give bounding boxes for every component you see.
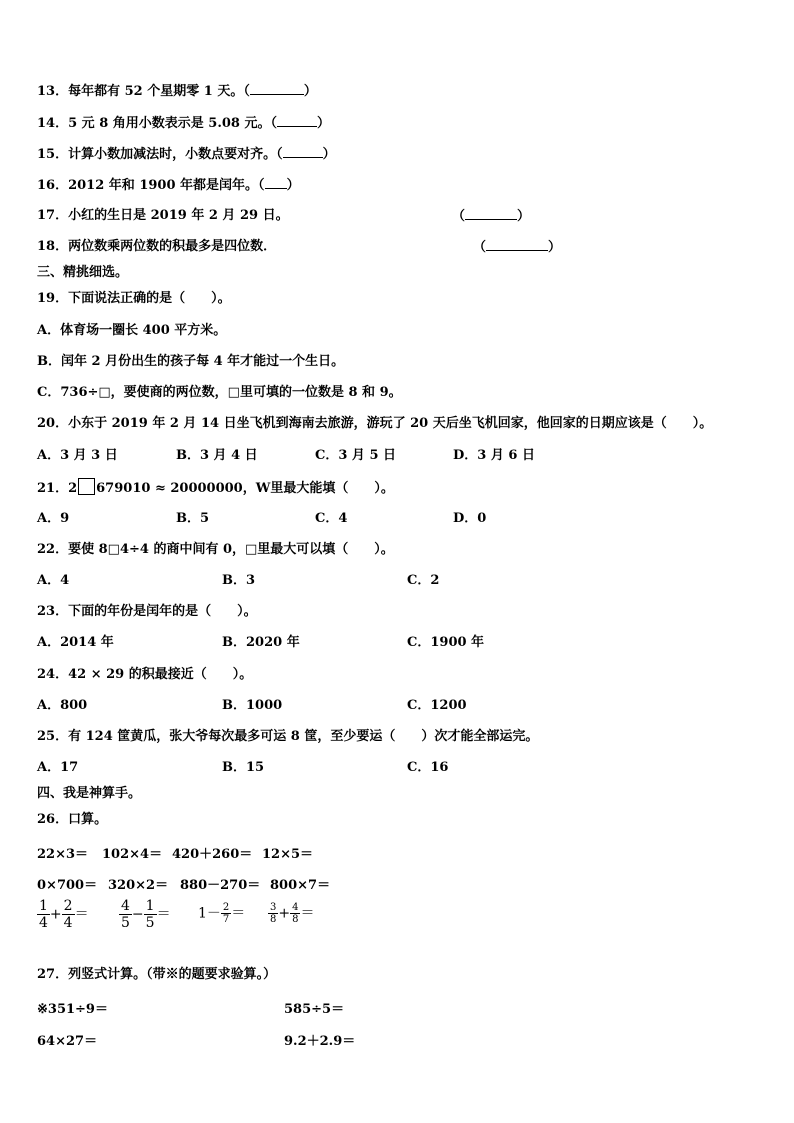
fraction [37,898,50,931]
fraction [62,898,75,931]
answer-paren-open: （ [276,147,283,162]
q23-option-a[interactable]: A．2014 年 [37,635,114,650]
question-number: 26． [37,812,69,827]
question-number: 19． [37,291,69,306]
question-text: 下面说法正确的是（ ）。 [68,291,231,306]
question-text: 口算。 [68,812,108,827]
question-number: 17． [37,208,69,223]
denominator: 5 [145,915,155,931]
numerator: 3 [270,902,277,913]
question-text: 679010 ≈ 20000000，W里最大能填（ ）。 [96,481,394,496]
question-number: 14． [37,116,69,131]
q20-option-a[interactable]: A．3 月 3 日 [37,448,118,463]
fraction [119,898,132,931]
question-14 [37,114,330,133]
mental-calc-item[interactable]: 22×3＝ [37,847,89,862]
q21-option-c[interactable]: C．4 [315,511,348,526]
denominator: 4 [39,915,48,931]
q19-option-b[interactable]: B．闰年 2 月份出生的孩子每 4 年才能过一个生日。 [37,354,345,369]
question-text: 小红的生日是 2019 年 2 月 29 日。 [68,208,289,223]
question-17 [37,207,289,225]
q22-option-a[interactable]: A．4 [37,573,70,588]
numerator: 4 [121,898,130,914]
question-number: 18． [37,239,69,254]
question-text: 每年都有 52 个星期零 1 天。 [68,84,244,99]
vertical-calc-item[interactable]: ※351÷9＝ [37,1002,108,1017]
fraction [268,902,278,925]
numerator: 1 [145,898,155,914]
numerator: 4 [292,902,299,913]
q20-option-b[interactable]: B．3 月 4 日 [176,448,258,463]
question-number: 23． [37,604,69,619]
mental-calc-item[interactable]: 102×4＝ [102,847,163,862]
question-text: 5 元 8 角用小数表示是 5.08 元。 [68,116,271,131]
equals: ＝ [156,906,171,923]
vertical-calc-item[interactable]: 64×27＝ [37,1034,98,1049]
question-number: 22． [37,542,69,557]
equals: ＝ [231,905,246,922]
question-16 [37,176,300,195]
question-number: 25． [37,729,69,744]
section-3-heading: 三、精挑细选。 [37,265,129,280]
q22-option-b[interactable]: B．3 [222,573,256,588]
answer-blank[interactable] [277,114,317,127]
question-number: 13． [37,84,69,99]
answer-paren-close: ） [317,116,331,131]
q24-option-b[interactable]: B．1000 [222,698,283,713]
answer-paren-close: ） [322,147,336,162]
question-text: 列竖式计算。（带※的题要求验算。） [68,967,277,982]
q22-option-c[interactable]: C．2 [407,573,440,588]
whole-number: 1－ [198,905,221,922]
answer-paren-close: ） [303,84,317,99]
section-4-heading: 四、我是神算手。 [37,786,142,801]
q23-option-b[interactable]: B．2020 年 [222,635,300,650]
denominator: 8 [292,914,299,925]
question-number: 24． [37,667,69,682]
q24-option-c[interactable]: C．1200 [407,698,467,713]
answer-paren-open: （ [243,84,250,99]
operator: − [131,906,144,923]
denominator: 5 [121,915,130,931]
question-text: 计算小数加减法时，小数点要对齐。 [68,147,277,162]
q25-option-c[interactable]: C．16 [407,760,449,775]
answer-paren-close: ） [548,240,562,255]
denominator: 4 [63,915,73,931]
numerator: 2 [222,902,230,913]
mental-calc-item[interactable]: 320×2＝ [108,878,169,893]
question-17-answer [452,207,530,226]
digit-box[interactable] [78,478,95,495]
fraction-calc-1[interactable] [37,898,89,931]
denominator: 7 [222,914,230,925]
numerator: 2 [63,898,73,914]
question-number: 21． [37,481,69,496]
question-number: 15． [37,147,69,162]
operator: + [278,905,291,922]
answer-paren-close: ） [286,178,300,193]
question-19 [37,290,231,308]
answer-blank[interactable] [465,207,517,220]
fraction [221,902,231,925]
mental-calc-item[interactable]: 420＋260＝ [172,847,253,862]
equals: ＝ [300,905,315,922]
question-text: 42 × 29 的积最接近（ ）。 [68,667,253,682]
q20-option-d[interactable]: D．3 月 6 日 [453,448,535,463]
fraction [290,902,300,925]
answer-paren-open: （ [270,116,277,131]
answer-blank[interactable] [486,238,548,251]
vertical-calc-item[interactable]: 9.2＋2.9＝ [284,1034,356,1049]
answer-blank[interactable] [265,176,287,189]
question-number: 27． [37,967,69,982]
q25-option-a[interactable]: A．17 [37,760,79,775]
answer-paren-open: （ [452,209,466,224]
question-18 [37,238,276,256]
question-text: 要使 8□4÷4 的商中间有 0，□里最大可以填（ ）。 [68,542,394,557]
numerator: 1 [39,898,48,914]
fraction [144,898,157,931]
question-27 [37,966,276,984]
question-text: 有 124 筐黄瓜，张大爷每次最多可运 8 筐，至少要运（ ）次才能全部运完。 [68,729,539,744]
mental-calc-item[interactable]: 12×5＝ [262,847,314,862]
question-18-answer [473,238,561,257]
q24-option-a[interactable]: A．800 [37,698,88,713]
denominator: 8 [270,914,277,925]
question-text: 两位数乘两位数的积最多是四位数． [68,239,277,254]
question-15 [37,145,336,164]
question-26 [37,811,107,829]
question-21 [37,478,394,498]
q23-option-c[interactable]: C．1900 年 [407,635,485,650]
fraction-calc-2[interactable] [119,898,171,931]
answer-paren-open: （ [258,178,265,193]
answer-blank[interactable] [250,82,304,95]
question-text: 2012 年和 1900 年都是闰年。 [68,178,259,193]
question-number: 20． [37,416,69,431]
q19-option-c[interactable]: C．736÷□，要使商的两位数，□里可填的一位数是 8 和 9。 [37,385,402,400]
question-24 [37,666,252,684]
operator: + [49,906,62,923]
question-text: 小东于 2019 年 2 月 14 日坐飞机到海南去旅游，游玩了 20 天后坐飞机回家，他回家的日期应该是（ ）。 [68,416,713,431]
question-25 [37,728,538,746]
question-text-pre: 2 [68,481,78,496]
mental-calc-item[interactable]: 800×7＝ [270,878,331,893]
q20-option-c[interactable]: C．3 月 5 日 [315,448,397,463]
equals: ＝ [74,906,89,923]
answer-blank[interactable] [283,145,323,158]
question-13 [37,82,317,101]
question-text: 下面的年份是闰年的是（ ）。 [68,604,257,619]
question-23 [37,603,257,621]
fraction-calc-4[interactable] [268,902,314,925]
question-22 [37,541,394,559]
answer-paren-open: （ [473,240,487,255]
q21-option-a[interactable]: A．9 [37,511,70,526]
mental-calc-item[interactable]: 0×700＝ [37,878,98,893]
answer-paren-close: ） [517,209,531,224]
question-number: 16． [37,178,69,193]
q21-option-b[interactable]: B．5 [176,511,210,526]
vertical-calc-item[interactable]: 585÷5＝ [284,1002,345,1017]
mental-calc-item[interactable]: 880－270＝ [180,878,261,893]
q25-option-b[interactable]: B．15 [222,760,265,775]
q19-option-a[interactable]: A．体育场一圈长 400 平方米。 [37,323,227,338]
fraction-calc-3[interactable] [198,902,245,925]
question-20 [37,415,712,433]
q21-option-d[interactable]: D．0 [453,511,487,526]
